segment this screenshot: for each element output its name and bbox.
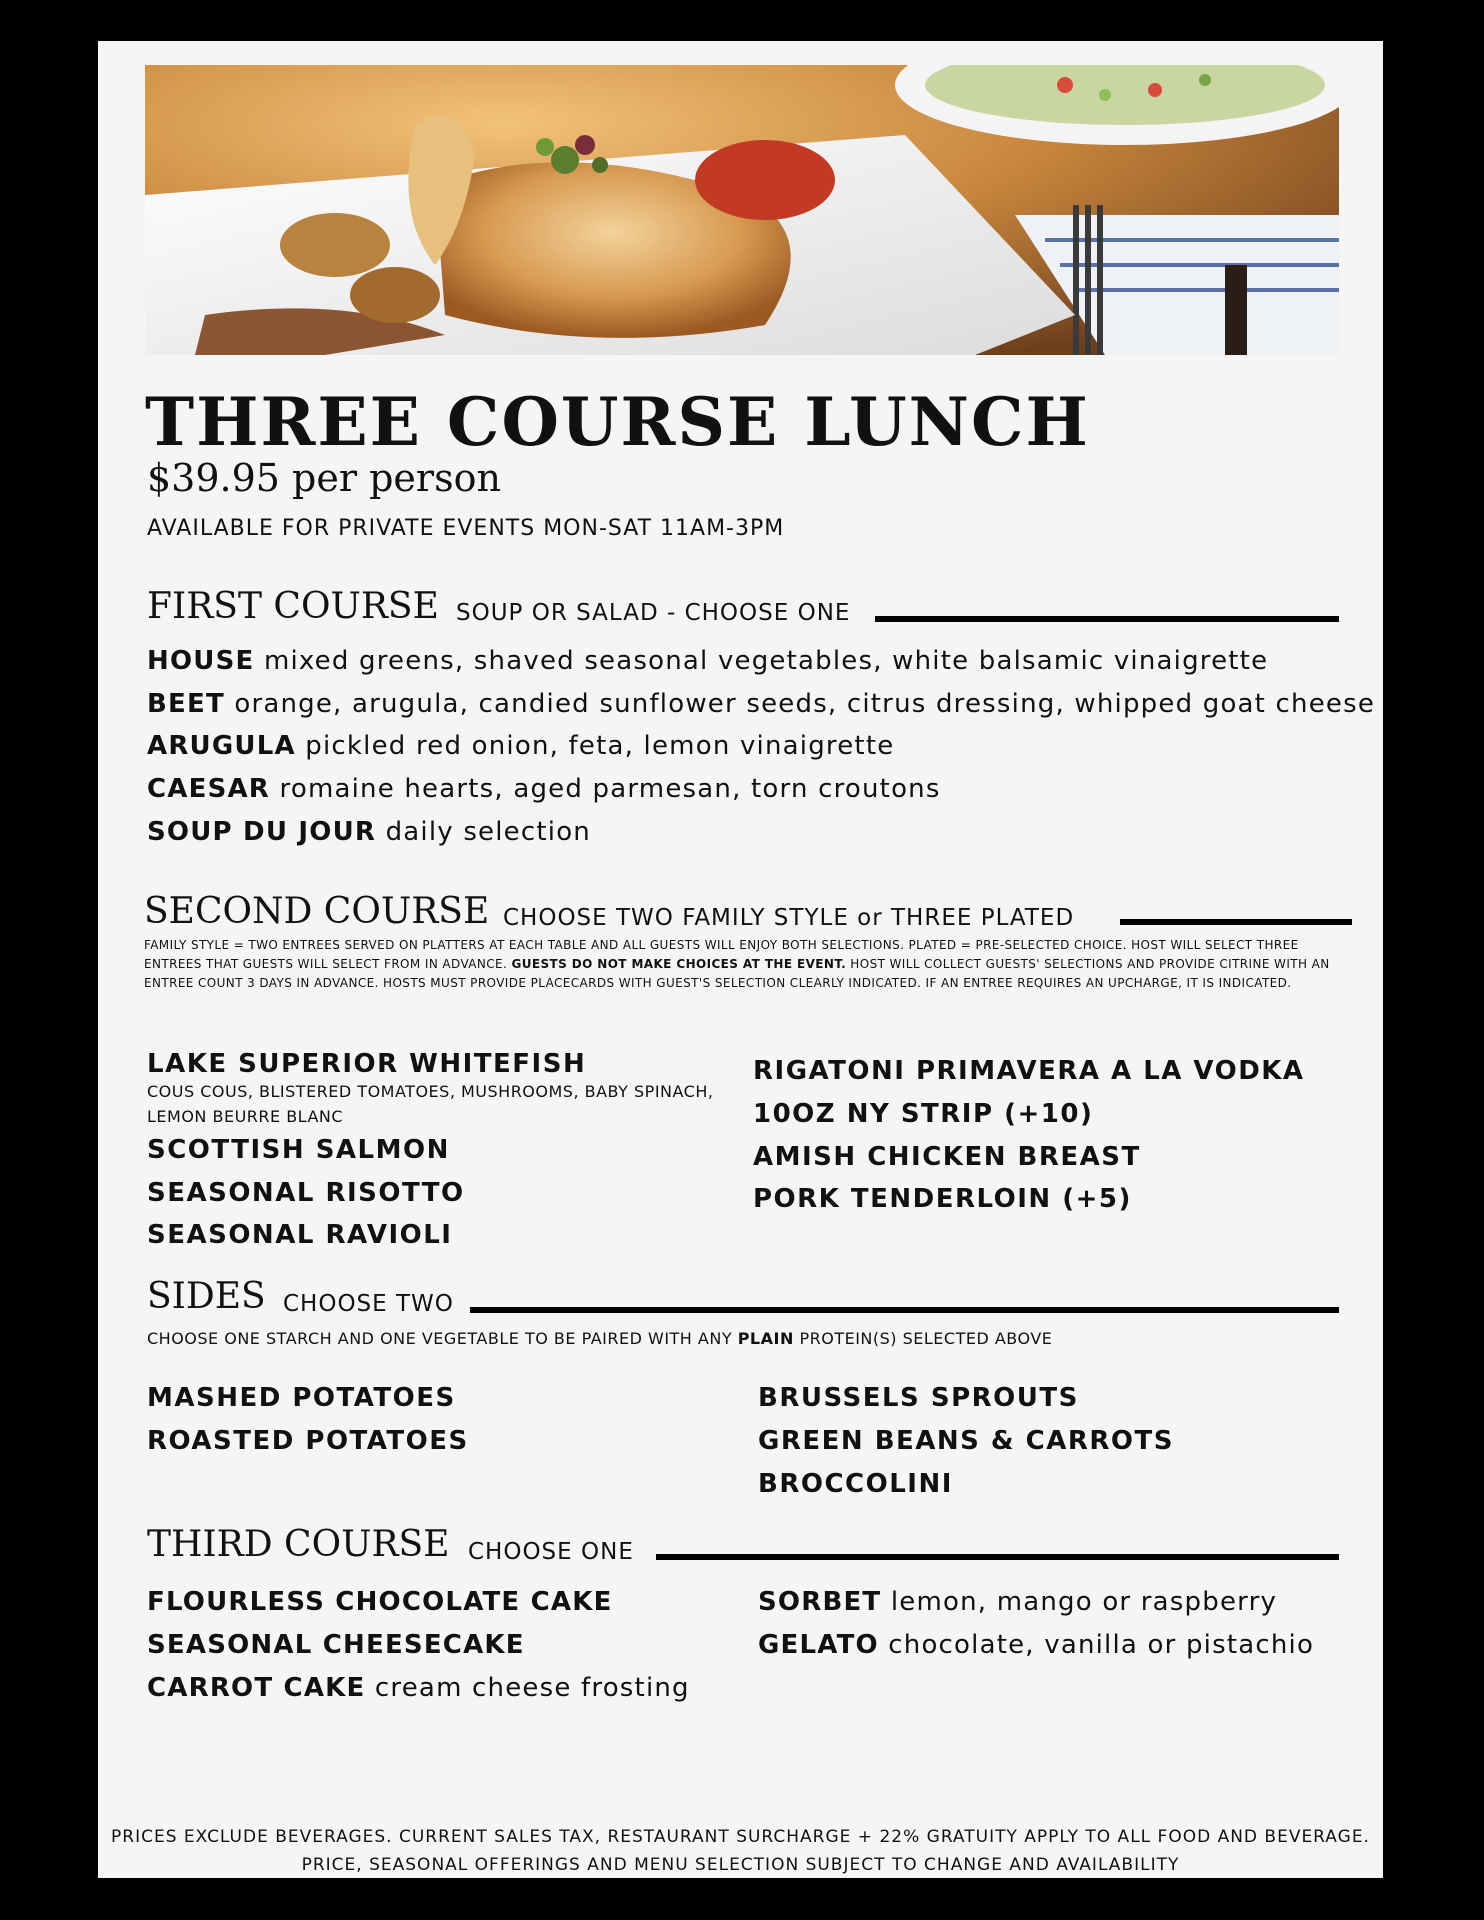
entree-item: 10OZ NY STRIP (+10) [753,1099,1094,1129]
side-item: BROCCOLINI [758,1469,953,1499]
side-item: GREEN BEANS & CARROTS [758,1426,1174,1456]
sides-heading: SIDES [147,1276,266,1317]
menu-page [98,41,1383,1878]
dessert-item: SEASONAL CHEESECAKE [147,1630,525,1660]
second-course-note: FAMILY STYLE = TWO ENTREES SERVED ON PLATTERS AT EACH TABLE AND ALL GUESTS WILL ENJOY BOTH SELECTIONS. PLATED = PRE-SELECTED CHOICE. HOST WILL SELECT THREE ENTREES THAT GUESTS WILL SELECT FROM IN ADVANCE. GUESTS DO NOT MAKE CHOICES AT THE EVENT. HOST WILL COLLECT GUESTS' SELECTIONS AND PROVIDE CITRINE WITH AN ENTREE COUNT 3 DAYS IN ADVANCE. HOSTS MUST PROVIDE PLACECARDS WITH GUEST'S SELECTION CLEARLY INDICATED. IF AN ENTREE REQUIRES AN UPCHARGE, IT IS INDICATED. [144,938,1330,990]
first-course-subheading: SOUP OR SALAD - CHOOSE ONE [456,600,851,626]
entree-description: LEMON BEURRE BLANC [147,1107,344,1126]
third-course-rule [656,1554,1339,1560]
side-item: BRUSSELS SPROUTS [758,1383,1079,1413]
side-item: ROASTED POTATOES [147,1426,469,1456]
second-course-rule [1120,919,1352,925]
second-course-subheading: CHOOSE TWO FAMILY STYLE or THREE PLATED [503,905,1075,931]
menu-item: ARUGULA pickled red onion, feta, lemon vinaigrette [147,731,895,761]
dessert-item: FLOURLESS CHOCOLATE CAKE [147,1587,613,1617]
second-course-heading: SECOND COURSE [144,891,490,932]
menu-item: CAESAR romaine hearts, aged parmesan, torn croutons [147,774,941,804]
entree-item: LAKE SUPERIOR WHITEFISH [147,1049,587,1079]
side-item: MASHED POTATOES [147,1383,456,1413]
entree-item: SEASONAL RAVIOLI [147,1220,453,1250]
third-course-subheading: CHOOSE ONE [468,1539,634,1565]
entree-item: PORK TENDERLOIN (+5) [753,1184,1132,1214]
entree-item: AMISH CHICKEN BREAST [753,1142,1141,1172]
menu-item: HOUSE mixed greens, shaved seasonal vegetables, white balsamic vinaigrette [147,646,1269,676]
dessert-item: CARROT CAKE cream cheese frosting [147,1673,690,1703]
entree-description: COUS COUS, BLISTERED TOMATOES, MUSHROOMS, BABY SPINACH, [147,1082,714,1101]
entree-item: SCOTTISH SALMON [147,1135,450,1165]
first-course-rule [875,616,1339,622]
entree-item: RIGATONI PRIMAVERA A LA VODKA [753,1056,1305,1086]
footer-line: PRICES EXCLUDE BEVERAGES. CURRENT SALES TAX, RESTAURANT SURCHARGE + 22% GRATUITY APPLY TO ALL FOOD AND BEVERAGE. [111,1827,1370,1847]
sides-rule [470,1307,1339,1313]
first-course-heading: FIRST COURSE [147,586,439,627]
menu-item: SOUP DU JOUR daily selection [147,817,591,847]
entree-item: SEASONAL RISOTTO [147,1178,465,1208]
menu-item: BEET orange, arugula, candied sunflower seeds, citrus dressing, whipped goat cheese [147,689,1376,719]
menu-price: $39.95 per person [147,456,501,500]
hero-food-photo [145,65,1339,355]
footer-line: PRICE, SEASONAL OFFERINGS AND MENU SELECTION SUBJECT TO CHANGE AND AVAILABILITY [301,1855,1180,1875]
dessert-item: GELATO chocolate, vanilla or pistachio [758,1630,1315,1660]
availability-text: AVAILABLE FOR PRIVATE EVENTS MON-SAT 11AM-3PM [147,516,785,541]
sides-subheading: CHOOSE TWO [283,1291,454,1317]
menu-title: THREE COURSE LUNCH [145,383,1090,461]
third-course-heading: THIRD COURSE [147,1524,450,1565]
sides-note: CHOOSE ONE STARCH AND ONE VEGETABLE TO BE PAIRED WITH ANY PLAIN PROTEIN(S) SELECTED ABOVE [147,1329,1053,1348]
dessert-item: SORBET lemon, mango or raspberry [758,1587,1278,1617]
